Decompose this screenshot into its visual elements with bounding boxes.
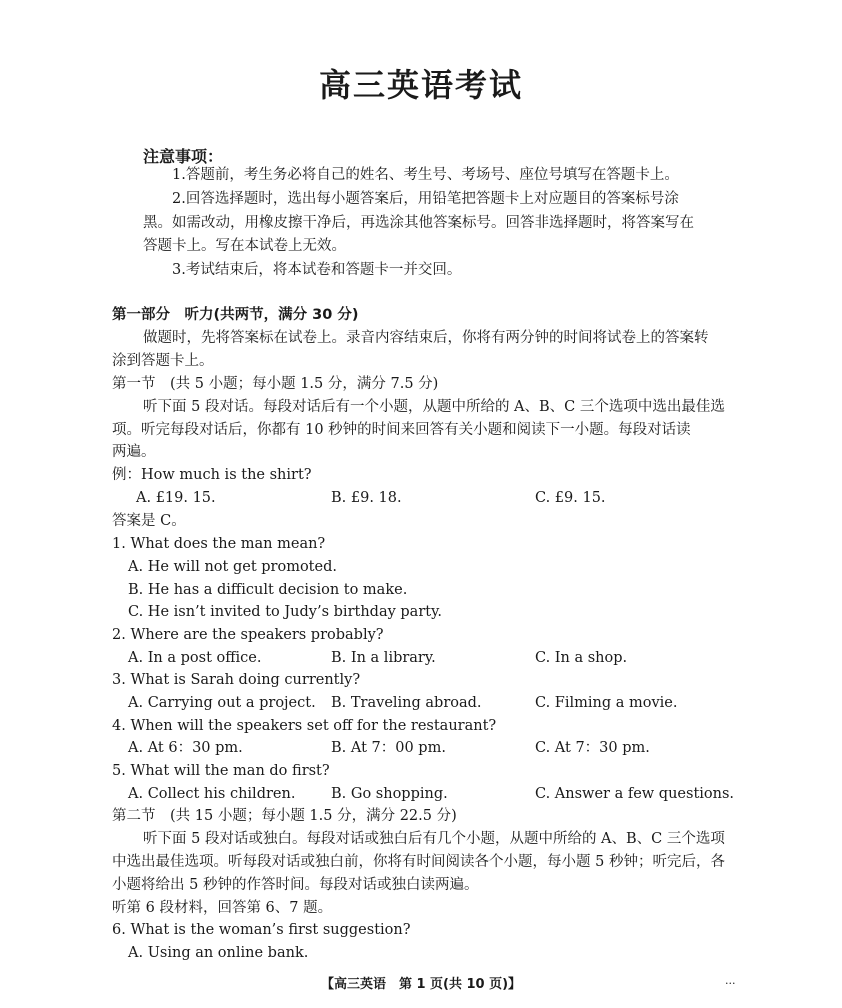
option: C. Filming a movie. — [535, 695, 678, 711]
option: A. At 6：30 pm. — [128, 740, 243, 756]
option: C. Answer a few questions. — [535, 786, 735, 802]
footer-mark: ... — [725, 974, 736, 987]
section1-intro-line: 项。听完每段对话后，你都有 10 秒钟的时间来回答有关小题和阅读下一小题。每段对话读 — [112, 422, 691, 438]
notice-line: 1.答题前，考生务必将自己的姓名、考生号、考场号、座位号填写在答题卡上。 — [172, 167, 679, 183]
option: B. He has a difficult decision to make. — [128, 582, 408, 598]
section1-heading: 第一节 (共 5 小题；每小题 1.5 分，满分 7.5 分) — [112, 376, 439, 392]
option: A. In a post office. — [128, 650, 262, 666]
question: 6. What is the woman’s first suggestion? — [112, 922, 411, 938]
section1-intro-line: 两遍。 — [112, 444, 156, 460]
part1-intro-line: 做题时，先将答案标在试卷上。录音内容结束后，你将有两分钟的时间将试卷上的答案转 — [143, 330, 709, 346]
option: B. At 7：00 pm. — [331, 740, 446, 756]
example-option: B. £9. 18. — [331, 490, 402, 506]
page-title: 高三英语考试 — [318, 66, 523, 104]
section2-heading: 第二节 (共 15 小题；每小题 1.5 分，满分 22.5 分) — [112, 808, 457, 824]
notice-line: 2.回答选择题时，选出每小题答案后，用铅笔把答题卡上对应题目的答案标号涂 — [172, 191, 679, 207]
part1-heading: 第一部分 听力(共两节，满分 30 分) — [112, 307, 359, 323]
section2-intro-line: 中选出最佳选项。听每段对话或独白前，你将有时间阅读各个小题，每小题 5 秒钟；听完后，各 — [112, 854, 725, 870]
notice-heading: 注意事项： — [143, 147, 224, 166]
option: A. Collect his children. — [128, 786, 296, 802]
question: 1. What does the man mean? — [112, 536, 326, 552]
option: C. At 7：30 pm. — [535, 740, 650, 756]
option: A. Carrying out a project. — [128, 695, 316, 711]
question: 2. Where are the speakers probably? — [112, 627, 384, 643]
option: A. He will not get promoted. — [128, 559, 337, 575]
example-question: 例：How much is the shirt? — [112, 467, 312, 483]
notice-line: 黑。如需改动，用橡皮擦干净后，再选涂其他答案标号。回答非选择题时，将答案写在 — [143, 215, 694, 231]
question: 3. What is Sarah doing currently? — [112, 672, 361, 688]
section2-intro-line: 小题将给出 5 秒钟的作答时间。每段对话或独白读两遍。 — [112, 877, 479, 893]
page-footer: 【高三英语 第 1 页(共 10 页)】 — [320, 977, 522, 992]
option: C. In a shop. — [535, 650, 628, 666]
option: C. He isn’t invited to Judy’s birthday party. — [128, 604, 442, 620]
notice-line: 3.考试结束后，将本试卷和答题卡一并交回。 — [172, 262, 462, 278]
example-option: C. £9. 15. — [535, 490, 606, 506]
option: B. Traveling abroad. — [331, 695, 482, 711]
part1-intro-line: 涂到答题卡上。 — [112, 353, 214, 369]
question: 4. When will the speakers set off for the restaurant? — [112, 718, 497, 734]
section1-intro-line: 听下面 5 段对话。每段对话后有一个小题，从题中所给的 A、B、C 三个选项中选出最佳选 — [143, 399, 725, 415]
notice-line: 答题卡上。写在本试卷上无效。 — [143, 238, 346, 254]
material-instruction: 听第 6 段材料，回答第 6、7 题。 — [112, 900, 333, 916]
option: B. In a library. — [331, 650, 436, 666]
option: A. Using an online bank. — [128, 945, 309, 961]
option: B. Go shopping. — [331, 786, 448, 802]
example-option: A. £19. 15. — [136, 490, 216, 506]
question: 5. What will the man do first? — [112, 763, 330, 779]
example-answer: 答案是 C。 — [112, 513, 186, 529]
section2-intro-line: 听下面 5 段对话或独白。每段对话或独白后有几个小题，从题中所给的 A、B、C 三个选项 — [143, 831, 725, 847]
